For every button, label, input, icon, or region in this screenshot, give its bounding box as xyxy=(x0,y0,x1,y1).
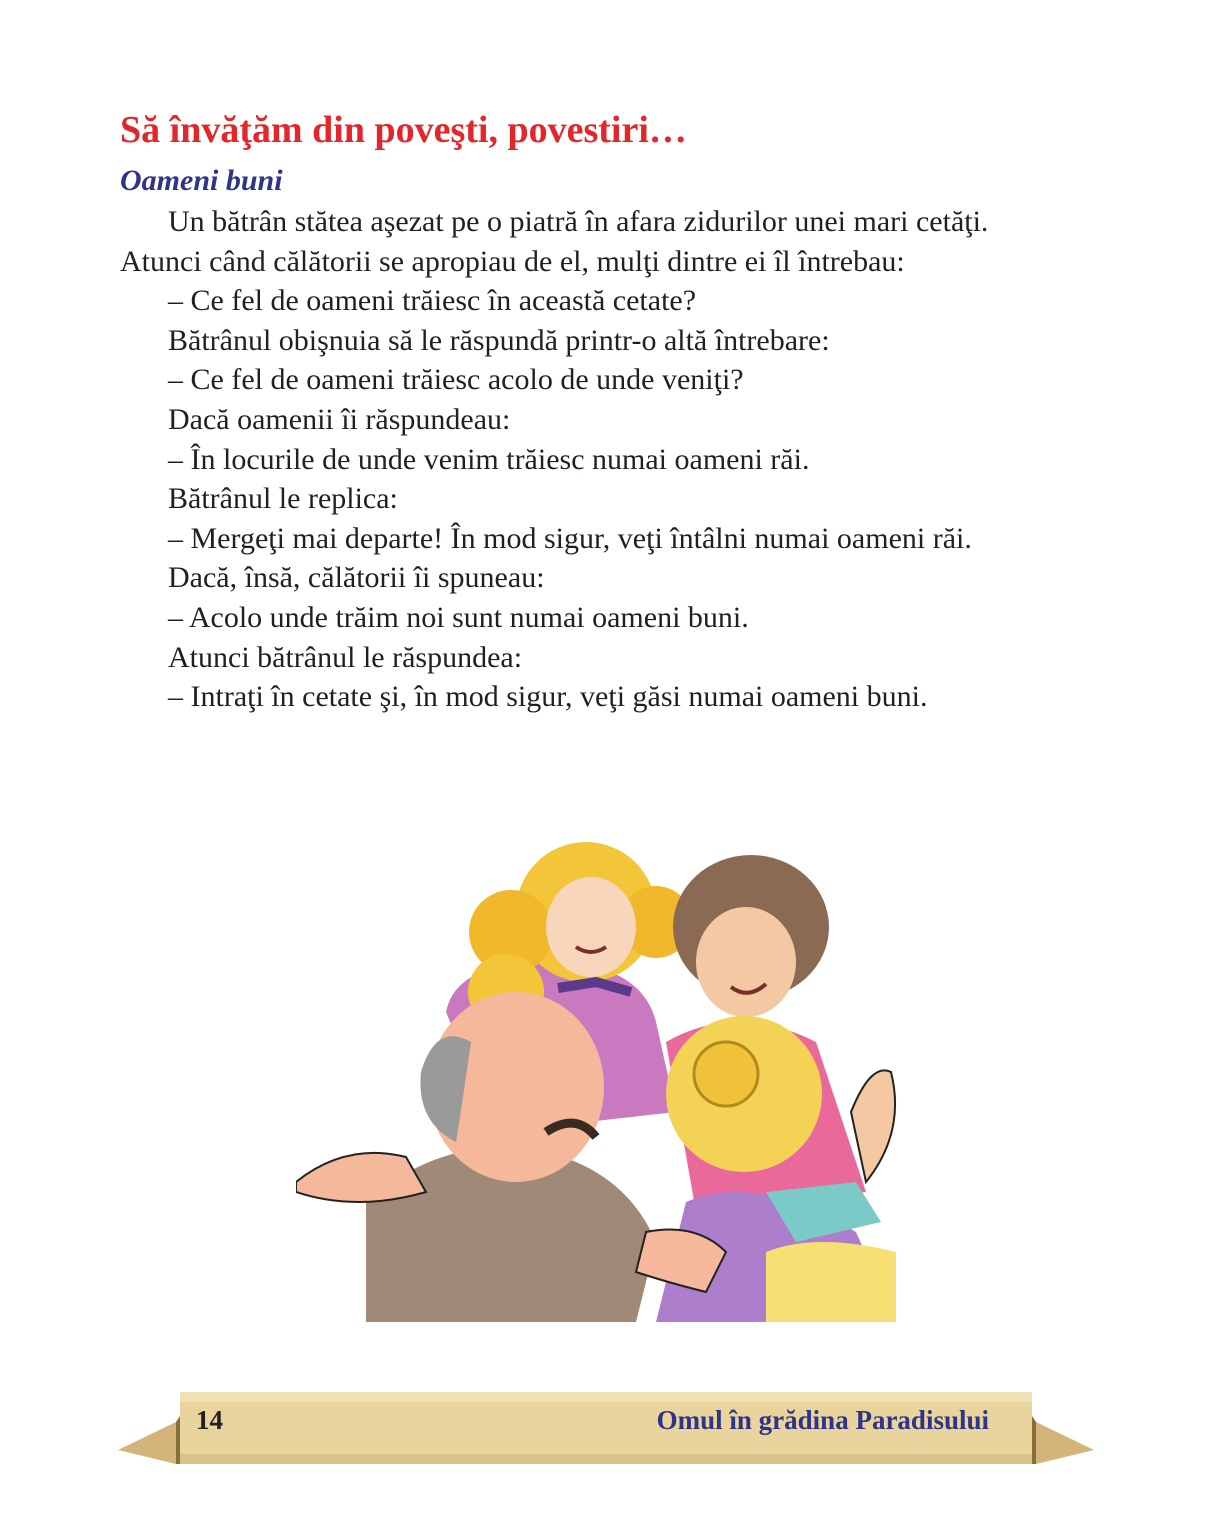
story-line: Dacă oamenii îi răspundeau: xyxy=(168,402,511,436)
story-line: Bătrânul le replica: xyxy=(168,482,398,516)
story-line: – Acolo unde trăim noi sunt numai oameni buni. xyxy=(168,600,749,634)
page-number: 14 xyxy=(196,1405,223,1435)
section-heading: Să învăţăm din poveşti, povestiri… xyxy=(120,109,687,151)
story-line: Atunci bătrânul le răspundea: xyxy=(168,640,523,674)
old-man-figure xyxy=(296,992,726,1322)
story-title: Oameni buni xyxy=(120,164,283,197)
story-line: Dacă, însă, călătorii îi spuneau: xyxy=(168,561,545,595)
book-title: Omul în grădina Paradisului xyxy=(656,1405,989,1435)
story-line: – Ce fel de oameni trăiesc acolo de unde veniţi? xyxy=(168,363,744,397)
illustration-old-man-and-children xyxy=(296,812,908,1322)
story-line: – Intraţi în cetate şi, în mod sigur, veţi găsi numai oameni buni. xyxy=(168,680,928,714)
story-line: Un bătrân stătea aşezat pe o piatră în afara zidurilor unei mari cetăţi. xyxy=(168,205,989,238)
story-text xyxy=(120,202,1100,717)
story-line: – Ce fel de oameni trăiesc în această cetate? xyxy=(168,284,697,318)
story-line: Atunci când călătorii se apropiau de el, mulţi dintre ei îl întrebau: xyxy=(120,244,905,278)
story-line: – Mergeţi mai departe! În mod sigur, veţi întâlni numai oameni răi. xyxy=(168,521,972,555)
story-line: – În locurile de unde venim trăiesc numai oameni răi. xyxy=(168,442,810,476)
story-line: Bătrânul obişnuia să le răspundă printr-o altă întrebare: xyxy=(168,323,830,357)
